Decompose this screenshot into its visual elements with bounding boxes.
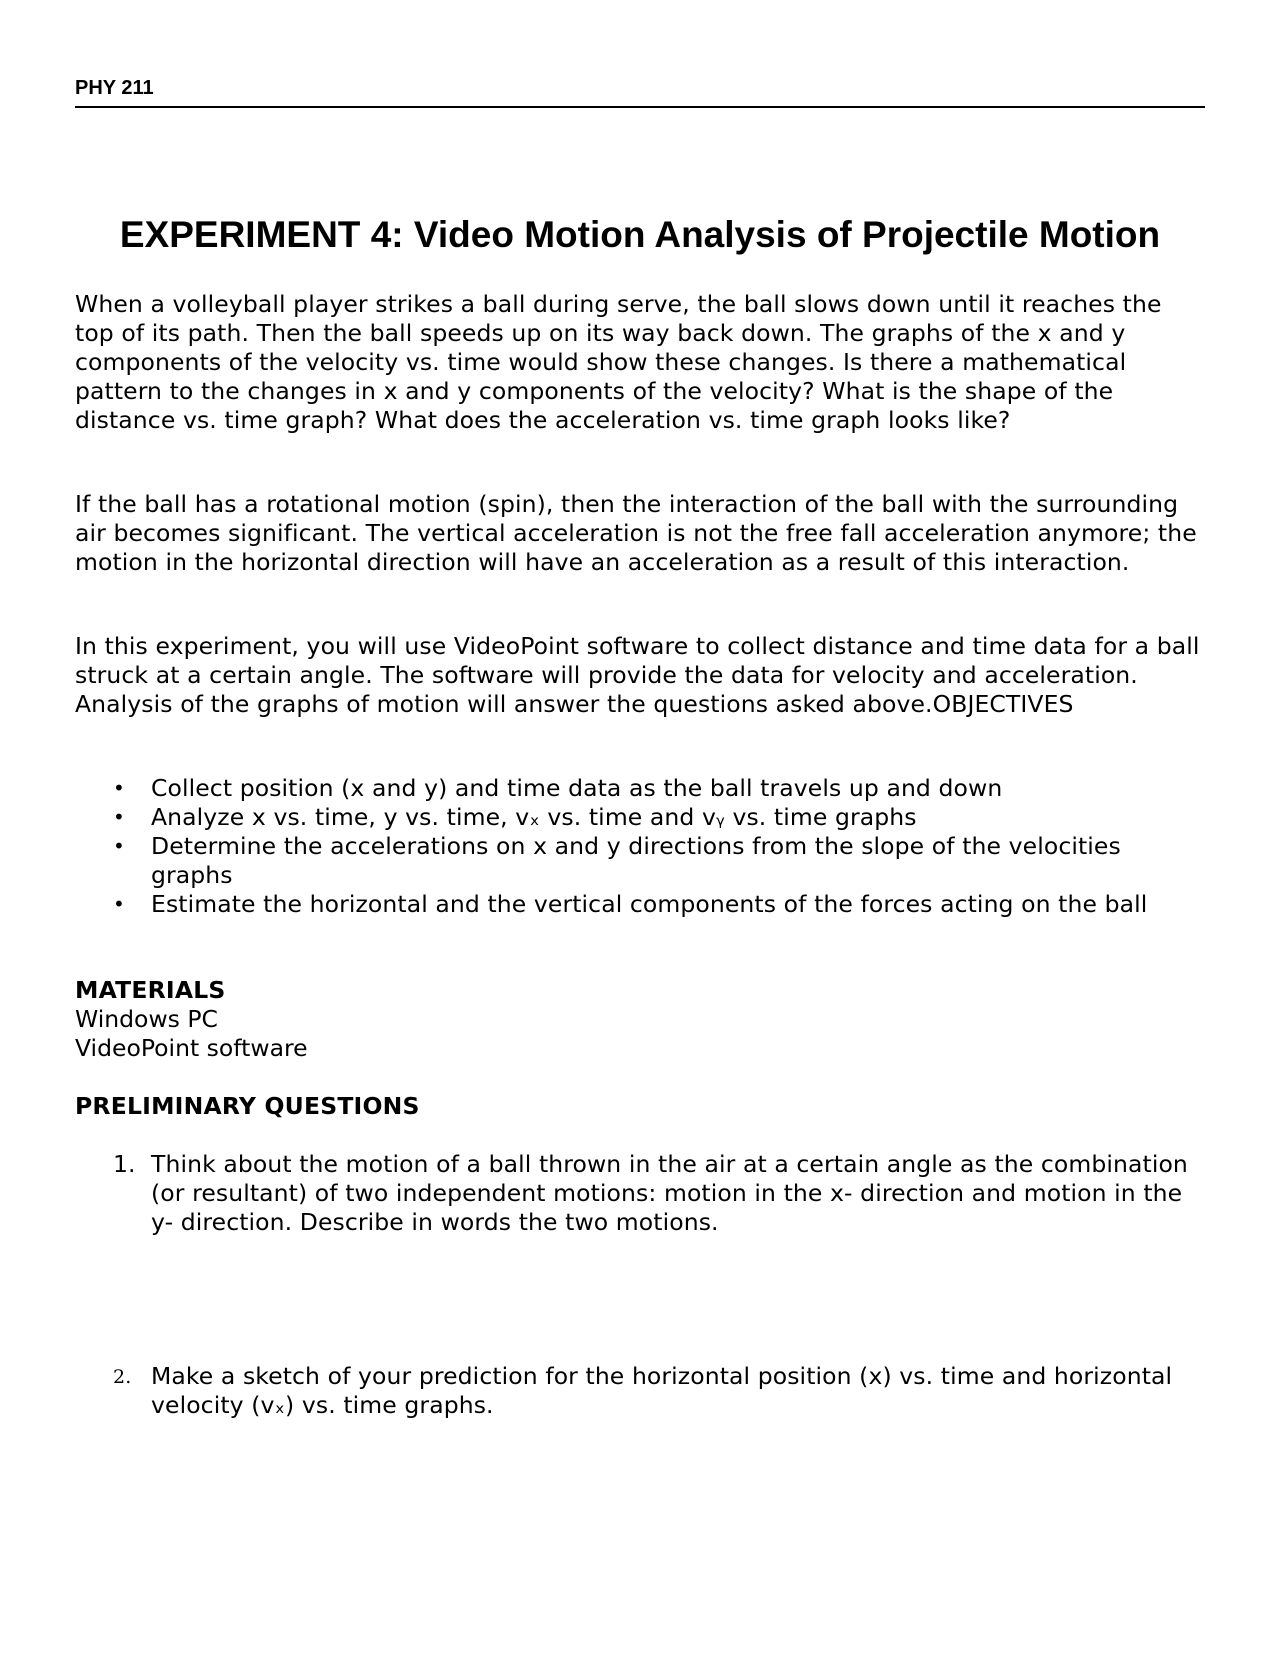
question-text: Make a sketch of your prediction for the horizontal position (x) vs. time and horizontal velocity (vₓ) vs. time graphs. (151, 1362, 1173, 1419)
material-item: Windows PC (75, 1005, 218, 1033)
objective-item (75, 890, 1205, 919)
intro-paragraph-3 (75, 632, 1205, 719)
objective-item (75, 832, 1205, 890)
bullet-icon: • (113, 834, 125, 858)
objective-text: Determine the accelerations on x and y directions from the slope of the velocities graphs (151, 832, 1121, 889)
page-header (75, 74, 1205, 108)
question-number: 2. (113, 1366, 132, 1388)
intro-paragraph-1-text: When a volleyball player strikes a ball during serve, the ball slows down until it reaches the top of its path. Then the ball speeds up on its way back down. The graphs of the x and y components of the velocity vs. time would show these changes. Is there a mathematical pattern to the changes in x and y components of the velocity? What is the shape of the distance vs. time graph? What does the acceleration vs. time graph looks like? (75, 290, 1162, 434)
objective-text: Analyze x vs. time, y vs. time, vₓ vs. time and vᵧ vs. time graphs (151, 803, 917, 831)
preliminary-question-2 (75, 1362, 1205, 1420)
preliminary-question-1 (75, 1150, 1205, 1237)
question-number: 1. (113, 1150, 136, 1178)
intro-paragraph-1 (75, 290, 1205, 435)
objective-text: Estimate the horizontal and the vertical components of the forces acting on the ball (151, 890, 1148, 918)
intro-paragraph-2-text: If the ball has a rotational motion (spin), then the interaction of the ball with the surrounding air becomes significant. The vertical acceleration is not the free fall acceleration anymore; the motion in the horizontal direction will have an acceleration as a result of this interaction. (75, 490, 1197, 576)
materials-list (75, 1005, 308, 1063)
course-code: PHY 211 (75, 77, 154, 99)
objective-text: Collect position (x and y) and time data as the ball travels up and down (151, 774, 1003, 802)
bullet-icon: • (113, 776, 125, 800)
preliminary-questions-heading: PRELIMINARY QUESTIONS (75, 1092, 420, 1120)
objectives-list (75, 774, 1205, 919)
question-text: Think about the motion of a ball thrown in the air at a certain angle as the combination (or resultant) of two independent motions: motion in the x- direction and motion in the y- direction. Describe in words the two motions. (151, 1150, 1188, 1236)
page-title: EXPERIMENT 4: Video Motion Analysis of Projectile Motion (119, 214, 1161, 255)
materials-heading: MATERIALS (75, 976, 226, 1004)
objective-item (75, 774, 1205, 803)
bullet-icon: • (113, 892, 125, 916)
bullet-icon: • (113, 805, 125, 829)
intro-paragraph-2 (75, 490, 1205, 577)
material-item: VideoPoint software (75, 1034, 308, 1062)
intro-paragraph-3-text: In this experiment, you will use VideoPoint software to collect distance and time data for a ball struck at a certain angle. The software will provide the data for velocity and acceleration. Analysis of the graphs of motion will answer the questions asked above.OBJECTIVES (75, 632, 1200, 718)
objective-item (75, 803, 1205, 832)
